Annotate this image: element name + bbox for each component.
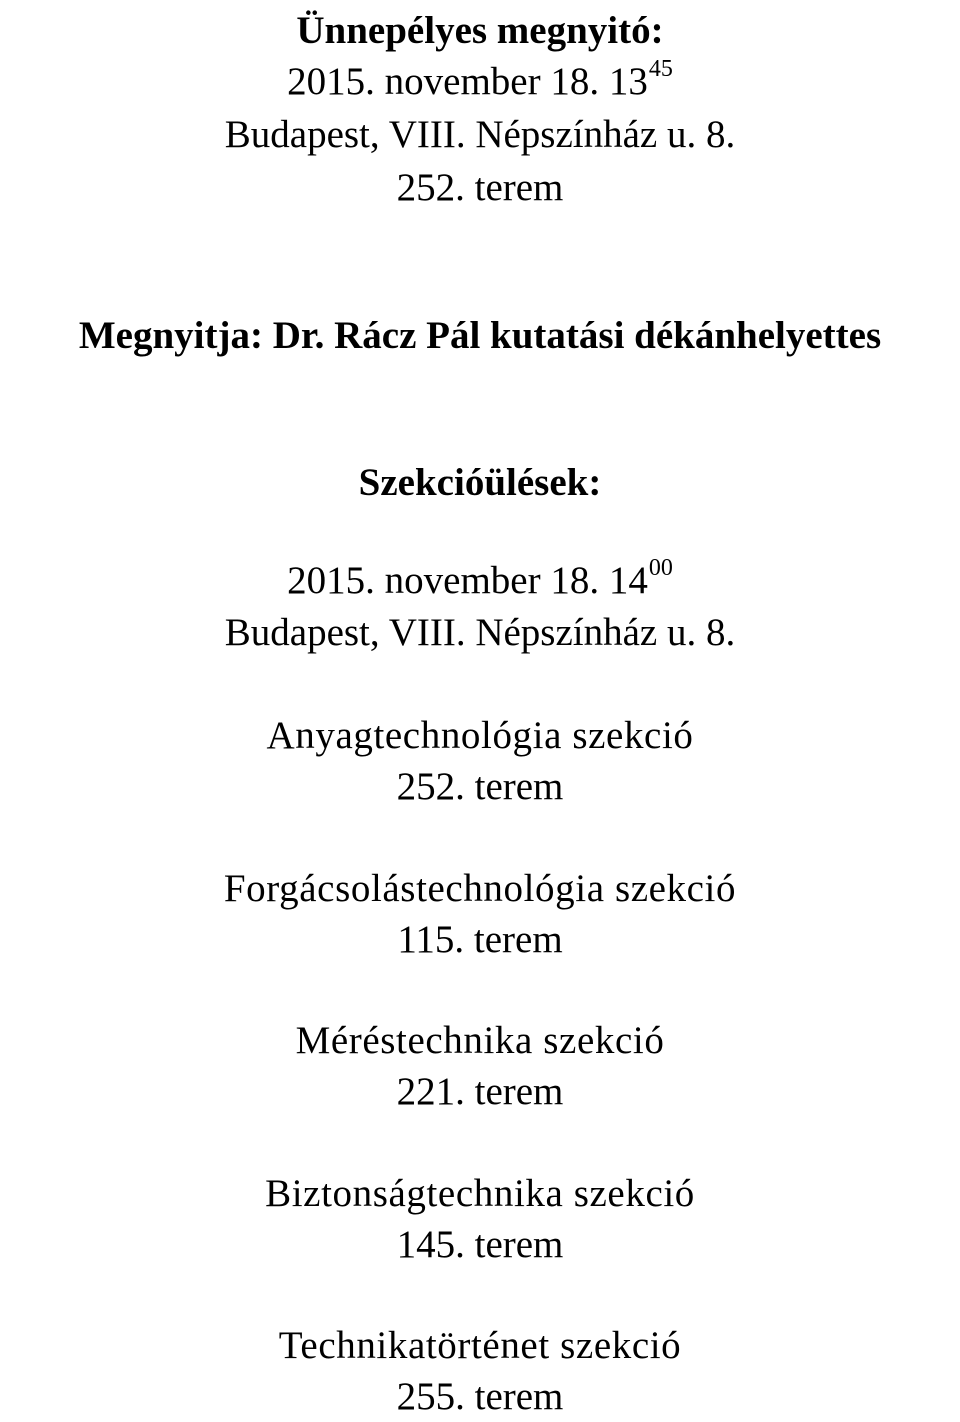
opening-date: 2015. november 18. 13	[287, 60, 648, 103]
session-title: Biztonságtechnika szekció	[265, 1172, 695, 1215]
opening-datetime	[0, 57, 960, 107]
sessions-time-sup: 00	[648, 555, 673, 581]
sessions-date: 2015. november 18. 14	[287, 559, 648, 602]
session-room: 255. terem	[396, 1375, 564, 1418]
opening-room: 252. terem	[396, 166, 564, 209]
sessions-datetime	[0, 556, 960, 606]
session-room: 252. terem	[396, 765, 564, 808]
session-title: Forgácsolástechnológia szekció	[223, 867, 737, 910]
session-title: Anyagtechnológia szekció	[266, 714, 694, 757]
opener-line	[0, 311, 960, 361]
opening-heading: Ünnepélyes megnyitó:	[296, 9, 664, 52]
session-room: 115. terem	[397, 918, 563, 961]
sessions-heading: Szekcióülések:	[358, 461, 602, 504]
session-room: 145. terem	[396, 1223, 564, 1266]
sessions-address: Budapest, VIII. Népszínház u. 8.	[224, 611, 736, 654]
opening-time-sup: 45	[648, 56, 673, 82]
opening-address: Budapest, VIII. Népszínház u. 8.	[224, 113, 736, 156]
session-room: 221. terem	[396, 1070, 564, 1113]
session-title: Technikatörténet szekció	[278, 1324, 682, 1367]
opener-label: Megnyitja:	[78, 314, 263, 357]
session-title: Méréstechnika szekció	[295, 1019, 665, 1062]
opener-name: Dr. Rácz Pál kutatási dékánhelyettes	[272, 314, 882, 357]
